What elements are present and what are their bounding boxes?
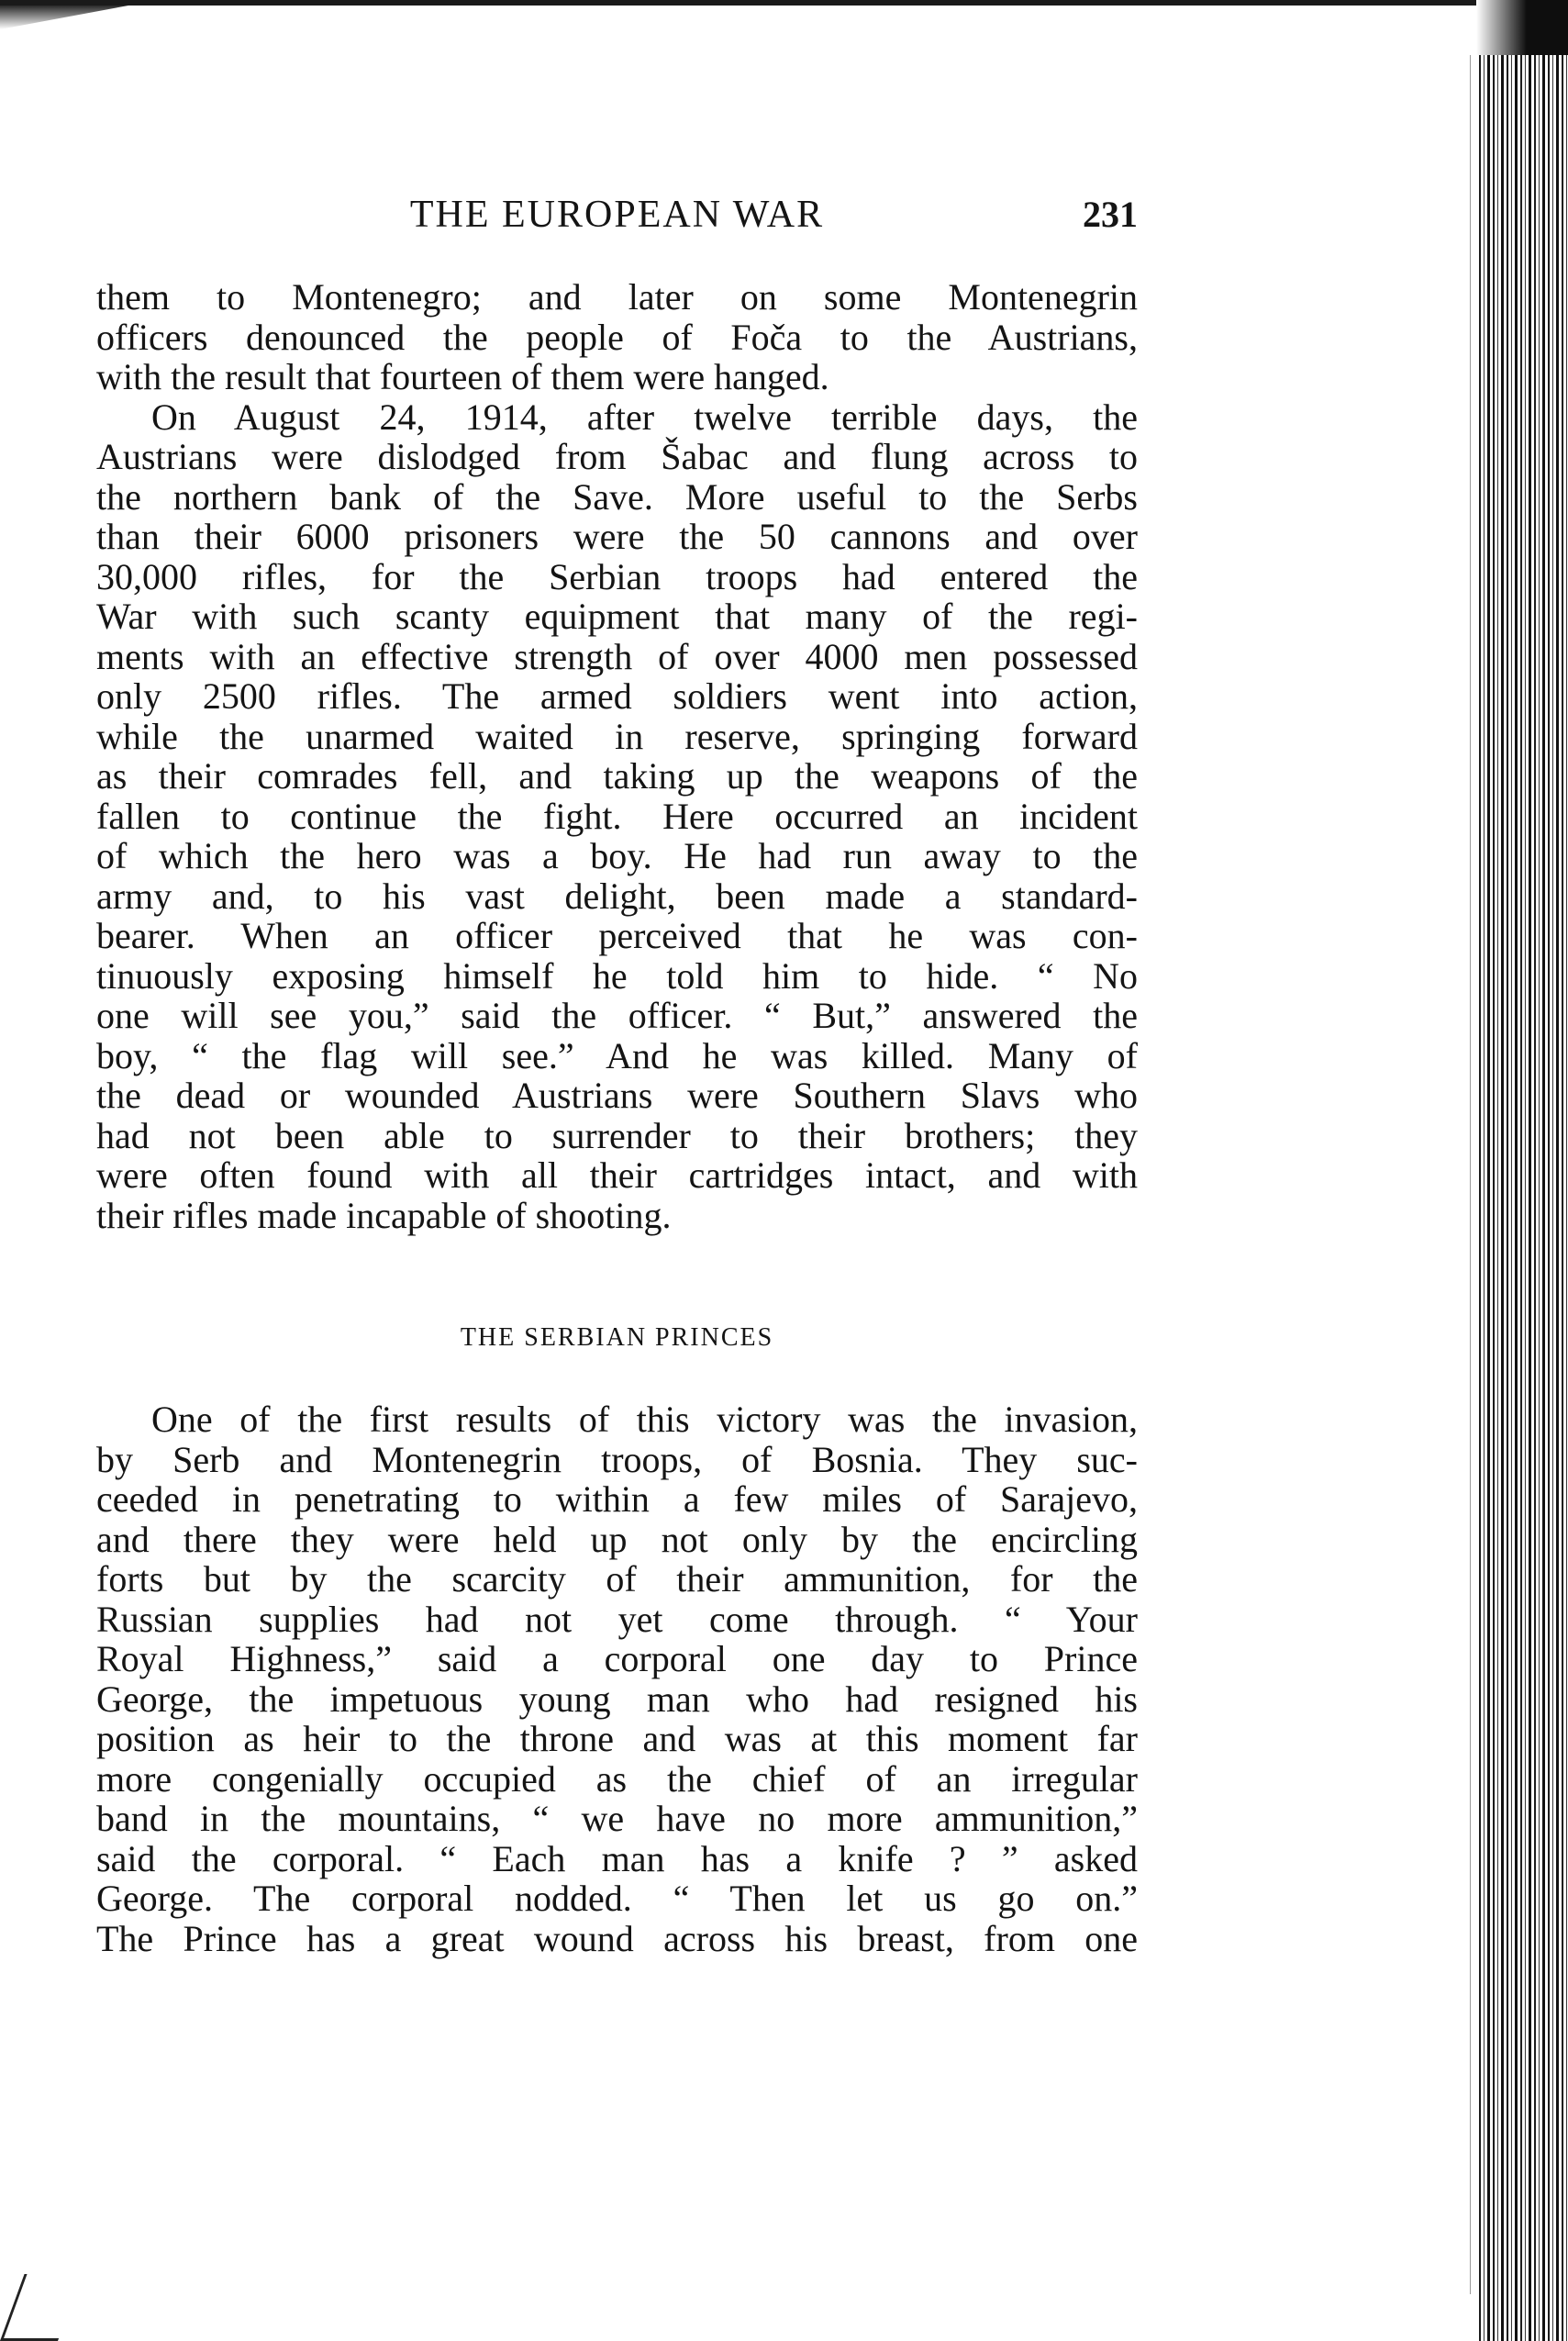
text-line: as their comrades fell, and taking up the weapons of the [96,755,1138,797]
text-line: more congenially occupied as the chief of an irregular [96,1757,1138,1800]
paragraph [96,1399,1138,1958]
running-head [96,193,1138,248]
text-line: and there they were held up not only by the encircling [96,1518,1138,1560]
paragraph [96,277,1138,397]
section-heading: THE SERBIAN PRINCES [460,1323,774,1352]
text-line: Royal Highness,” said a corporal one day to Prince [96,1638,1138,1679]
text-line: Russian supplies had not yet come through. “ Your [96,1598,1138,1640]
running-title: THE EUROPEAN WAR [409,194,825,236]
text-line: while the unarmed waited in reserve, springing forward [96,715,1138,757]
text-line: ments with an effective strength of over 4000 men possessed [96,635,1138,677]
text-line: forts but by the scarcity of their ammunition, for the [96,1558,1138,1600]
page-bottom-corner [0,2274,83,2341]
text-line: of which the hero was a boy. He had run away to the [96,835,1138,876]
text-line: George, the impetuous young man who had resigned his [96,1678,1138,1720]
text-line: said the corporal. “ Each man has a knife ? ” asked [96,1837,1138,1879]
text-line: than their 6000 prisoners were the 50 cannons and over [96,516,1138,557]
text-line: ceeded in penetrating to within a few miles of Sarajevo, [96,1478,1138,1520]
page-number: 231 [1083,194,1138,235]
text-line: them to Montenegro; and later on some Montenegrin [96,276,1138,318]
text-line: had not been able to surrender to their brothers; they [96,1114,1138,1156]
text-line: 30,000 rifles, for the Serbian troops had entered the [96,555,1138,597]
text-line: The Prince has a great wound across his breast, from one [96,1917,1138,1959]
text-line: the northern bank of the Save. More useful to the Serbs [96,475,1138,518]
book-fore-edge [1476,0,1568,2341]
text-line: boy, “ the flag will see.” And he was killed. Many of [96,1034,1138,1076]
text-line: On August 24, 1914, after twelve terrible days, the [151,396,1138,438]
text-line: tinuously exposing himself he told him to hide. “ No [96,954,1138,997]
text-line: One of the first results of this victory was the invasion, [151,1399,1138,1440]
text-line: War with such scanty equipment that many of the regi- [96,596,1138,637]
text-line: were often found with all their cartridges intact, and with [96,1154,1138,1196]
text-line: the dead or wounded Austrians were Southern Slavs who [96,1075,1138,1116]
text-line: bearer. When an officer perceived that he was con- [96,915,1138,956]
text-line: fallen to continue the fight. Here occurred an incident [96,795,1138,837]
paragraph [96,397,1138,1236]
text-line: one will see you,” said the officer. “ But,” answered the [96,995,1138,1036]
page-corner-curl [0,6,128,29]
book-fore-edge-top-shadow [1476,0,1568,55]
body-text-top [96,277,1138,1235]
page-top-edge-shadow [0,0,1505,6]
text-line: with the result that fourteen of them were hanged. [96,356,829,397]
text-line: by Serb and Montenegrin troops, of Bosnia. They suc- [96,1438,1138,1480]
text-line: army and, to his vast delight, been made a standard- [96,875,1138,917]
text-line: band in the mountains, “ we have no more ammunition,” [96,1798,1138,1839]
text-line: only 2500 rifles. The armed soldiers went into action, [96,675,1138,717]
body-text-section [96,1399,1138,1958]
text-line: their rifles made incapable of shooting. [96,1194,672,1236]
text-line: George. The corporal nodded. “ Then let us go on.” [96,1878,1138,1919]
text-line: officers denounced the people of Foča to the Austrians, [96,316,1138,358]
page-edge-line [1470,55,1471,2294]
text-line: Austrians were dislodged from Šabac and flung across to [96,436,1138,477]
text-line: position as heir to the throne and was at this moment far [96,1718,1138,1759]
